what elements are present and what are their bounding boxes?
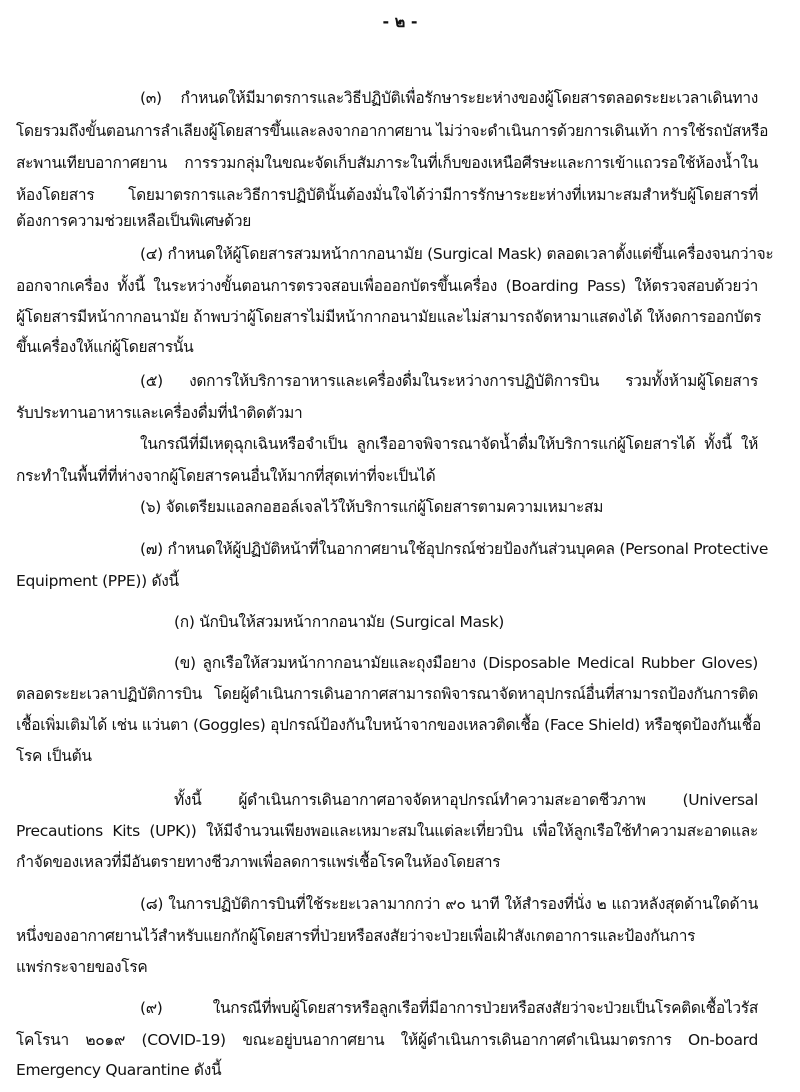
page-number: - ๒ -: [382, 12, 418, 31]
text-line: หนึ่งของอากาศยานไว้สำหรับแยกกักผู้โดยสารที่ป่วยหรือสงสัยว่าจะป่วยเพื่อเฝ้าสังเกตอาการและป้องกันการ: [16, 927, 696, 945]
text-line: Emergency Quarantine ดังนี้: [16, 1061, 222, 1079]
text-line: Equipment (PPE)) ดังนี้: [16, 572, 179, 590]
text-line: โดยรวมถึงขั้นตอนการลำเลียงผู้โดยสารขึ้นและลงจากอากาศยาน ไม่ว่าจะดำเนินการด้วยการเดินเท้า การใช้รถบัสหรือ: [16, 122, 769, 140]
text-line: (๗) กำหนดให้ผู้ปฏิบัติหน้าที่ในอากาศยานใช้อุปกรณ์ช่วยป้องกันส่วนบุคคล (Personal Protective: [140, 540, 769, 558]
text-line: ในกรณีที่มีเหตุฉุกเฉินหรือจำเป็น ลูกเรืออาจพิจารณาจัดน้ำดื่มให้บริการแก่ผู้โดยสารได้ ทั้งนี้ ให้: [140, 435, 758, 453]
text-line: (ก) นักบินให้สวมหน้ากากอนามัย (Surgical Mask): [174, 613, 504, 631]
text-line: กำจัดของเหลวที่มีอันตรายทางชีวภาพเพื่อลดการแพร่เชื้อโรคในห้องโดยสาร: [16, 853, 501, 871]
text-line: (๘) ในการปฏิบัติการบินที่ใช้ระยะเวลามากกว่า ๙๐ นาที ให้สำรองที่นั่ง ๒ แถวหลังสุดด้านใดด้าน: [140, 895, 758, 913]
text-line: ต้องการความช่วยเหลือเป็นพิเศษด้วย: [16, 212, 252, 230]
text-line: กระทำในพื้นที่ที่ห่างจากผู้โดยสารคนอื่นให้มากที่สุดเท่าที่จะเป็นได้: [16, 467, 436, 485]
text-line: ผู้โดยสารมีหน้ากากอนามัย ถ้าพบว่าผู้โดยสารไม่มีหน้ากากอนามัยและไม่สามารถจัดหามาแสดงได้ ให้งดการออกบัตร: [16, 308, 762, 326]
text-line: ห้องโดยสาร โดยมาตรการและวิธีการปฏิบัตินั้นต้องมั่นใจได้ว่ามีการรักษาระยะห่างที่เหมาะสมสำหรับผู้โดยสารที่: [16, 186, 758, 204]
text-line: ขึ้นเครื่องให้แก่ผู้โดยสารนั้น: [16, 338, 194, 356]
text-line: แพร่กระจายของโรค: [16, 958, 148, 976]
text-line: (ข) ลูกเรือให้สวมหน้ากากอนามัยและถุงมือยาง (Disposable Medical Rubber Gloves): [174, 654, 758, 672]
text-line: Precautions Kits (UPK)) ให้มีจำนวนเพียงพอและเหมาะสมในแต่ละเที่ยวบิน เพื่อให้ลูกเรือใช้ทำความสะอาดและ: [16, 822, 758, 840]
text-line: ทั้งนี้ ผู้ดำเนินการเดินอากาศอาจจัดหาอุปกรณ์ทำความสะอาดชีวภาพ (Universal: [174, 791, 758, 809]
text-line: เชื้อเพิ่มเติมได้ เช่น แว่นตา (Goggles) อุปกรณ์ป้องกันใบหน้าจากของเหลวติดเชื้อ (Face Shield) หรือชุดป้องกันเชื้อ: [16, 716, 761, 734]
text-line: สะพานเทียบอากาศยาน การรวมกลุ่มในขณะจัดเก็บสัมภาระในที่เก็บของเหนือศีรษะและการเข้าแถวรอใช้ห้องน้ำใน: [16, 154, 758, 172]
text-line: ออกจากเครื่อง ทั้งนี้ ในระหว่างขั้นตอนการตรวจสอบเพื่อออกบัตรขึ้นเครื่อง (Boarding Pass) ให้ตรวจสอบด้วยว่า: [16, 277, 758, 295]
text-line: (๔) กำหนดให้ผู้โดยสารสวมหน้ากากอนามัย (Surgical Mask) ตลอดเวลาตั้งแต่ขึ้นเครื่องจนกว่าจะ: [140, 245, 774, 263]
text-line: โคโรนา ๒๐๑๙ (COVID-19) ขณะอยู่บนอากาศยาน ให้ผู้ดำเนินการเดินอากาศดำเนินมาตรการ On-board: [16, 1031, 758, 1049]
text-line: ตลอดระยะเวลาปฏิบัติการบิน โดยผู้ดำเนินการเดินอากาศสามารถพิจารณาจัดหาอุปกรณ์อื่นที่สามารถป้องกันการติด: [16, 685, 758, 703]
text-line: (๓) กำหนดให้มีมาตรการและวิธีปฏิบัติเพื่อรักษาระยะห่างของผู้โดยสารตลอดระยะเวลาเดินทาง: [140, 89, 758, 107]
text-line: (๕) งดการให้บริการอาหารและเครื่องดื่มในระหว่างการปฏิบัติการบิน รวมทั้งห้ามผู้โดยสาร: [140, 372, 758, 390]
text-line: (๖) จัดเตรียมแอลกอฮอล์เจลไว้ให้บริการแก่ผู้โดยสารตามความเหมาะสม: [140, 498, 604, 516]
text-line: โรค เป็นต้น: [16, 747, 92, 765]
text-line: (๙) ในกรณีที่พบผู้โดยสารหรือลูกเรือที่มีอาการป่วยหรือสงสัยว่าจะป่วยเป็นโรคติดเชื้อไวรัส: [140, 999, 758, 1017]
text-line: รับประทานอาหารและเครื่องดื่มที่นำติดตัวมา: [16, 404, 303, 422]
